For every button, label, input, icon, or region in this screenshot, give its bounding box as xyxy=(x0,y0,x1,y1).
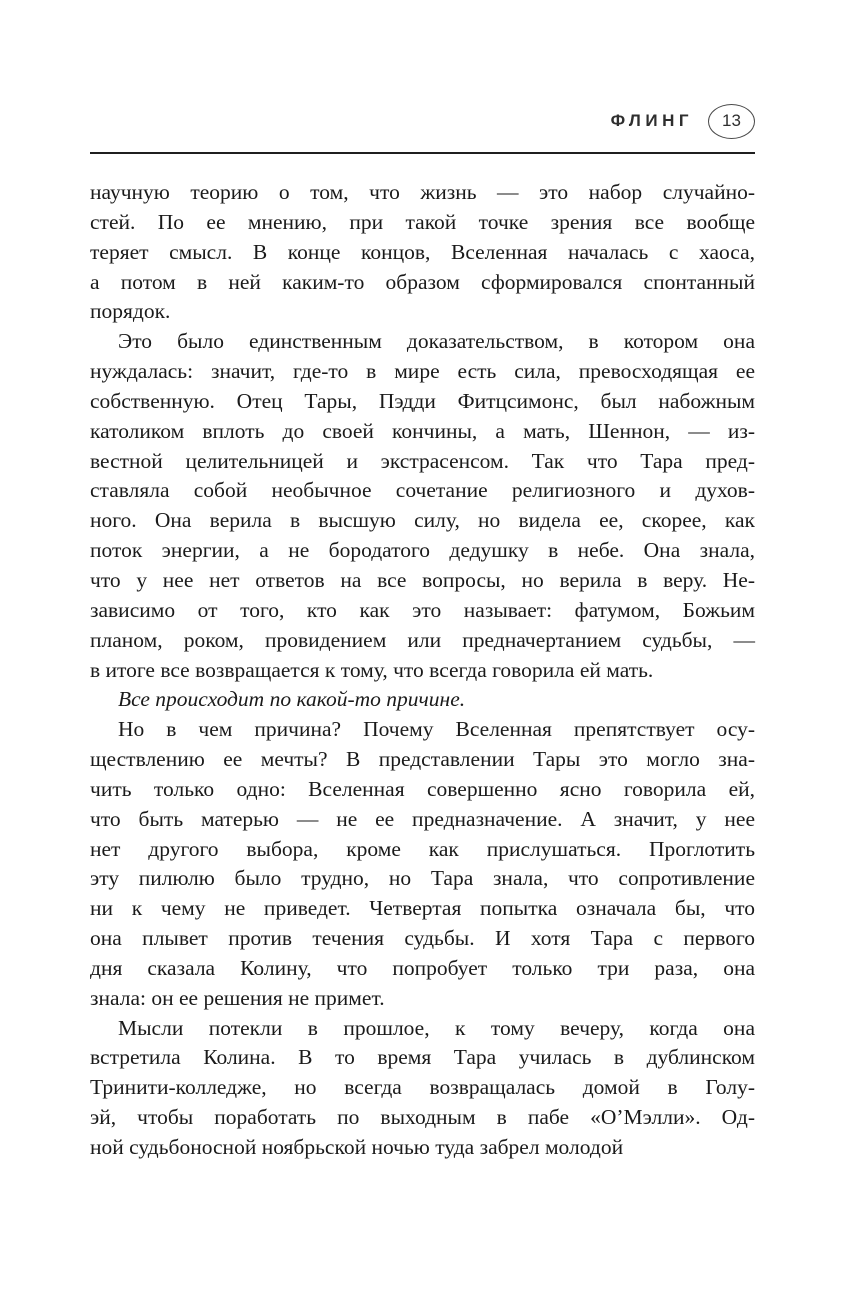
paragraph xyxy=(90,178,755,327)
text-line: ществлению ее мечты? В представлении Тары это могло зна- xyxy=(90,747,755,772)
paragraph xyxy=(90,685,755,715)
text-line: эй, чтобы поработать по выходным в пабе «О’Мэлли». Од- xyxy=(90,1105,755,1130)
text-line: порядок. xyxy=(90,299,171,324)
page-header xyxy=(90,102,755,140)
text-line: собственную. Отец Тары, Пэдди Фитцсимонс, был набожным xyxy=(90,388,755,413)
text-line: в итоге все возвращается к тому, что всегда говорила ей мать. xyxy=(90,657,654,682)
text-line: что у нее нет ответов на все вопросы, но верила в веру. Не- xyxy=(90,567,755,592)
text-line: нет другого выбора, кроме как прислушаться. Проглотить xyxy=(90,836,755,861)
text-line: теряет смысл. В конце концов, Вселенная началась с хаоса, xyxy=(90,239,755,264)
text-line: Мысли потекли в прошлое, к тому вечеру, когда она xyxy=(118,1015,755,1040)
text-line: стей. По ее мнению, при такой точке зрения все вообще xyxy=(90,209,755,234)
text-line: встретила Колина. В то время Тара училась в дублинском xyxy=(90,1045,755,1070)
running-title: ФЛИНГ xyxy=(610,111,693,130)
text-line: Все происходит по какой-то причине. xyxy=(118,687,466,712)
text-line: зависимо от того, кто как это называет: фатумом, Божьим xyxy=(90,597,755,622)
text-line: ного. Она верила в высшую силу, но видела ее, скорее, как xyxy=(90,508,755,533)
text-line: что быть матерью — не ее предназначение. А значит, у нее xyxy=(90,806,755,831)
text-line: Но в чем причина? Почему Вселенная препятствует осу- xyxy=(118,717,755,742)
text-line: Тринити-колледже, но всегда возвращалась домой в Голу- xyxy=(90,1075,755,1100)
text-line: нуждалась: значит, где-то в мире есть сила, превосходящая ее xyxy=(90,359,755,384)
text-line: знала: он ее решения не примет. xyxy=(90,985,385,1010)
page-body xyxy=(90,178,755,1163)
text-line: ставляла собой необычное сочетание религиозного и духов- xyxy=(90,478,755,503)
paragraph xyxy=(90,715,755,1013)
text-line: а потом в ней каким-то образом сформировался спонтанный xyxy=(90,269,755,294)
text-line: вестной целительницей и экстрасенсом. Так что Тара пред- xyxy=(90,448,755,473)
paragraph xyxy=(90,327,755,685)
text-line: Это было единственным доказательством, в котором она xyxy=(118,329,755,354)
text-line: ной судьбоносной ноябрьской ночью туда забрел молодой xyxy=(90,1135,624,1159)
text-line: католиком вплоть до своей кончины, а мать, Шеннон, — из- xyxy=(90,418,755,443)
paragraph xyxy=(90,1014,755,1163)
text-line: планом, роком, провидением или предначертанием судьбы, — xyxy=(90,627,755,652)
page-number-badge xyxy=(708,104,755,139)
text-line: поток энергии, а не бородатого дедушку в небе. Она знала, xyxy=(90,538,755,563)
text-line: научную теорию о том, что жизнь — это набор случайно- xyxy=(90,180,755,204)
text-line: она плывет против течения судьбы. И хотя Тара с первого xyxy=(90,926,755,951)
text-line: эту пилюлю было трудно, но Тара знала, что сопротивление xyxy=(90,866,755,891)
text-line: ни к чему не приведет. Четвертая попытка означала бы, что xyxy=(90,896,755,921)
page-number: 13 xyxy=(722,111,741,130)
header-rule xyxy=(90,152,755,154)
text-line: дня сказала Колину, что попробует только три раза, она xyxy=(90,955,755,980)
text-line: чить только одно: Вселенная совершенно ясно говорила ей, xyxy=(90,776,755,801)
